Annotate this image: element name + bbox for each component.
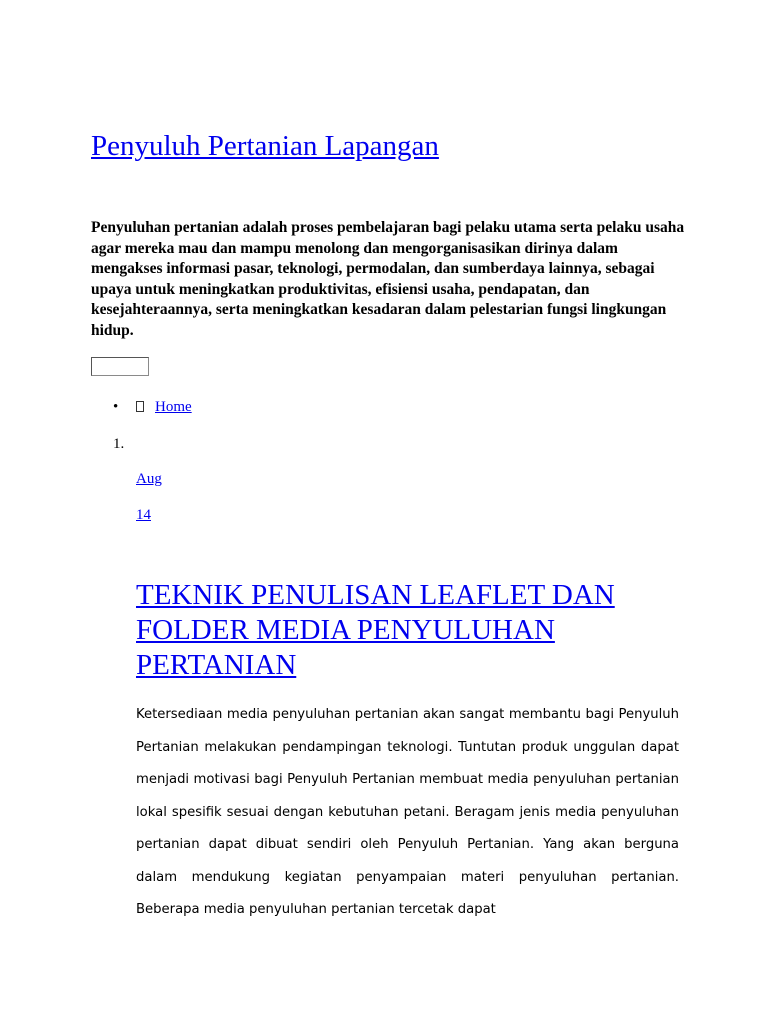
post-body: Ketersediaan media penyuluhan pertanian akan sangat membantu bagi Penyuluh Pertanian melakukan pendampingan teknologi. Tuntutan produk unggulan dapat menjadi motivasi bagi Penyuluh Pertanian membuat media penyuluhan pertanian lokal spesifik sesuai dengan kebutuhan petani. Beragam jenis media penyuluhan pertanian dapat dibuat sendiri oleh Penyuluh Pertanian. Yang akan berguna dalam mendukung kegiatan penyampaian materi penyuluhan pertanian. Beberapa media penyuluhan pertanian tercetak dapat [136, 707, 679, 917]
post-date-day-link[interactable]: 14 [136, 507, 151, 523]
home-icon [136, 401, 144, 412]
site-title-link[interactable]: Penyuluh Pertanian Lapangan [91, 130, 439, 162]
nav-bullet: • [113, 399, 119, 415]
site-title [91, 126, 439, 166]
post-list-number: 1. [113, 436, 125, 452]
search-input[interactable] [91, 357, 149, 376]
post-title-link[interactable]: TEKNIK PENULISAN LEAFLET DAN FOLDER MEDIA PENYULUHAN PERTANIAN [136, 579, 615, 681]
post-title [136, 578, 696, 683]
site-description: Penyuluhan pertanian adalah proses pembelajaran bagi pelaku utama serta pelaku usaha agar mereka mau dan mampu menolong dan mengorganisasikan dirinya dalam mengakses informasi pasar, teknologi, permodalan, dan sumberdaya lainnya, sebagai upaya untuk meningkatkan produktivitas, efisiensi usaha, pendapatan, dan kesejahteraannya, serta meningkatkan kesadaran dalam pelestarian fungsi lingkungan hidup. [91, 219, 685, 339]
home-link[interactable]: Home [155, 399, 192, 415]
post-date-month-link[interactable]: Aug [136, 471, 162, 487]
